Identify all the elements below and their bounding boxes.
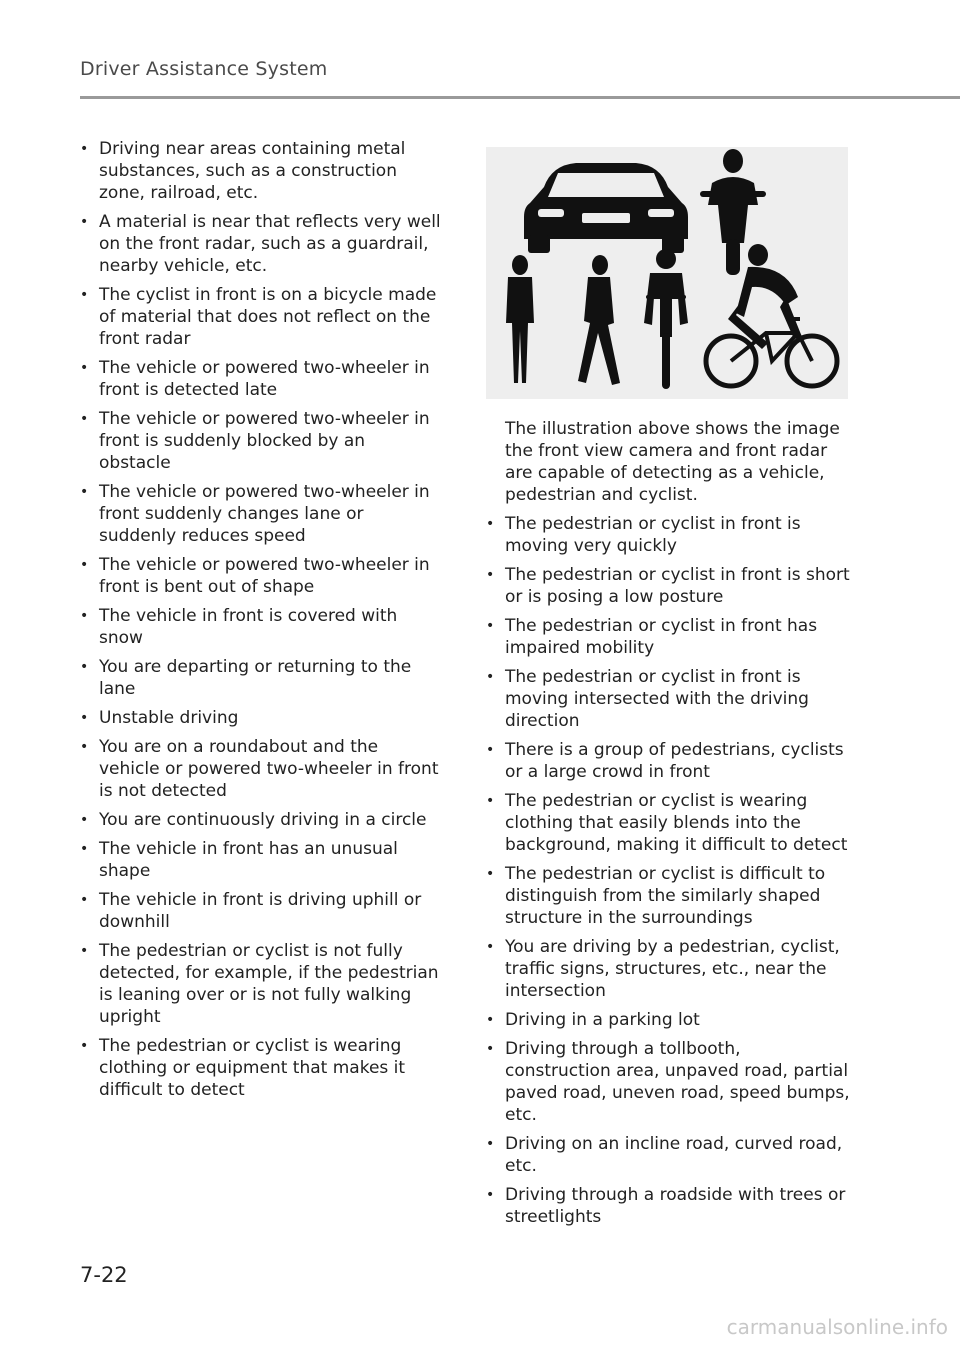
list-item: • The vehicle or powered two-wheeler in front suddenly changes lane or suddenly reduces speed [80, 481, 442, 547]
list-item: • The pedestrian or cyclist is not fully detected, for example, if the pedestrian is leaning over or is not fully walking upright [80, 940, 442, 1028]
list-item: • The pedestrian or cyclist is wearing clothing that easily blends into the background, making it difficult to detect [486, 790, 850, 856]
right-bullet-list [486, 418, 850, 1235]
cyclist-front-icon [644, 249, 688, 389]
list-item: • The vehicle in front has an unusual shape [80, 838, 442, 882]
list-item: • The vehicle in front is covered with snow [80, 605, 442, 649]
list-item: • The pedestrian or cyclist in front is moving very quickly [486, 513, 850, 557]
page-header-title: Driver Assistance System [80, 58, 328, 80]
list-item: • Unstable driving [80, 707, 442, 729]
list-item: • Driving on an incline road, curved road, etc. [486, 1133, 850, 1177]
list-item: • The vehicle or powered two-wheeler in front is bent out of shape [80, 554, 442, 598]
left-bullet-list [80, 138, 442, 1108]
list-item: • You are on a roundabout and the vehicle or powered two-wheeler in front is not detected [80, 736, 442, 802]
car-front-icon [524, 163, 688, 253]
cyclist-side-icon [706, 244, 837, 386]
list-item: • The vehicle or powered two-wheeler in front is detected late [80, 357, 442, 401]
list-item: • The pedestrian or cyclist in front is short or is posing a low posture [486, 564, 850, 608]
list-item: • The pedestrian or cyclist in front has impaired mobility [486, 615, 850, 659]
list-item: • Driving through a roadside with trees or streetlights [486, 1184, 850, 1228]
list-item: • The pedestrian or cyclist in front is moving intersected with the driving direction [486, 666, 850, 732]
list-item: • You are driving by a pedestrian, cyclist, traffic signs, structures, etc., near the intersection [486, 936, 850, 1002]
list-item: • Driving through a tollbooth, construction area, unpaved road, partial paved road, uneven road, speed bumps, etc. [486, 1038, 850, 1126]
list-item: • The pedestrian or cyclist is difficult to distinguish from the similarly shaped structure in the surroundings [486, 863, 850, 929]
list-item: • The vehicle or powered two-wheeler in front is suddenly blocked by an obstacle [80, 408, 442, 474]
list-item: • Driving in a parking lot [486, 1009, 850, 1031]
detection-targets-illustration [486, 147, 848, 399]
standing-pedestrian-icon [506, 255, 534, 383]
watermark: carmanualsonline.info [726, 1315, 948, 1339]
list-item: • A material is near that reflects very well on the front radar, such as a guardrail, nearby vehicle, etc. [80, 211, 442, 277]
page-number: 7-22 [80, 1263, 128, 1287]
list-item: • You are departing or returning to the lane [80, 656, 442, 700]
list-item: • There is a group of pedestrians, cyclists or a large crowd in front [486, 739, 850, 783]
list-item: • The vehicle in front is driving uphill or downhill [80, 889, 442, 933]
detection-silhouettes [486, 147, 848, 399]
list-item: • Driving near areas containing metal substances, such as a construction zone, railroad, etc. [80, 138, 442, 204]
header-rule [80, 96, 960, 99]
list-item: • The pedestrian or cyclist is wearing clothing or equipment that makes it difficult to detect [80, 1035, 442, 1101]
walking-pedestrian-icon [578, 255, 620, 385]
illustration-caption: The illustration above shows the image the front view camera and front radar are capable of detecting as a vehicle, pedestrian and cyclist. [505, 419, 840, 505]
list-item: • You are continuously driving in a circle [80, 809, 442, 831]
list-item: • The cyclist in front is on a bicycle made of material that does not reflect on the front radar [80, 284, 442, 350]
